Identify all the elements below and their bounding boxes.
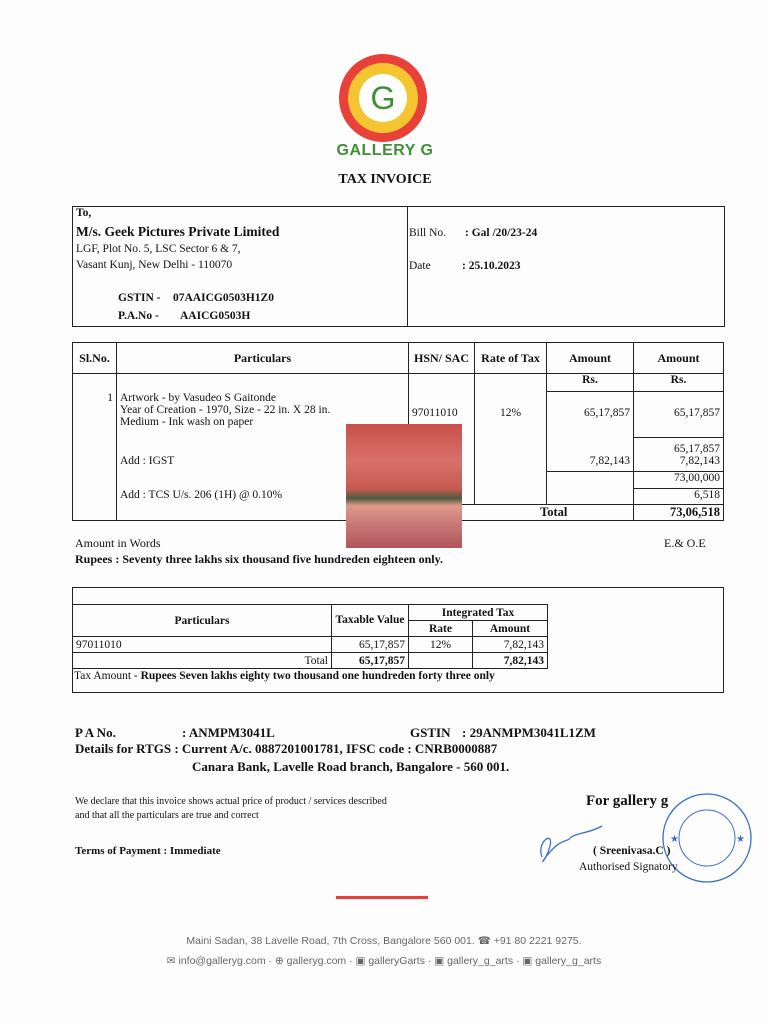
col-header-hsn: HSN/ SAC <box>409 343 475 374</box>
declaration-line1: We declare that this invoice shows actual price of product / services described <box>75 796 387 807</box>
document-title: TAX INVOICE <box>338 172 432 187</box>
tax-total-label: Total <box>73 653 332 669</box>
client-gstin-label: GSTIN - <box>118 292 161 304</box>
col-header-rate: Rate of Tax <box>475 343 547 374</box>
for-gallery-label: For gallery g <box>586 793 669 809</box>
svg-text:★: ★ <box>670 834 679 845</box>
tax-summary-table <box>72 604 548 669</box>
footer-address: Maini Sadan, 38 Lavelle Road, 7th Cross, Bangalore 560 001. ☎ +91 80 2221 9275. <box>186 935 582 947</box>
tax-col-taxable-value: Taxable Value <box>332 605 409 637</box>
tax-row-value: 65,17,857 <box>332 637 409 653</box>
currency-row <box>73 374 724 392</box>
amount-in-words: Rupees : Seventy three lakhs six thousand five hundreden eighteen only. <box>75 552 443 566</box>
bank-details: Canara Bank, Lavelle Road branch, Bangalore - 560 001. <box>192 759 510 774</box>
seller-gstin: : 29ANMPM3041L1ZM <box>462 725 596 740</box>
tax-col-particulars: Particulars <box>73 605 332 637</box>
tax-total-row <box>73 653 548 669</box>
footer-contacts: ✉ info@galleryg.com · ⊕ galleryg.com · ▣ galleryGarts · ▣ gallery_g_arts · ▣ gallery_g_arts <box>166 955 602 967</box>
currency-label: Rs. <box>547 374 634 392</box>
brand-name: GALLERY G <box>336 142 434 159</box>
col-header-amount: Amount <box>547 343 634 374</box>
igst-label: Add : IGST <box>117 455 409 472</box>
client-pan: AAICG0503H <box>180 310 251 322</box>
item-rate: 12% <box>475 392 547 438</box>
col-header-particulars: Particulars <box>117 343 409 374</box>
item-line3: Medium - Ink wash on paper <box>120 415 254 428</box>
after-igst-amount: 73,00,000 <box>634 472 724 489</box>
tax-amount-text: Rupees Seven lakhs eighty two thousand one hundreden forty three only <box>140 670 495 682</box>
currency-label-total: Rs. <box>634 374 724 392</box>
item-amount: 65,17,857 <box>547 392 634 438</box>
tcs-label: Add : TCS U/s. 206 (1H) @ 0.10% <box>117 489 409 505</box>
invoice-date: : 25.10.2023 <box>462 260 521 272</box>
to-label: To, <box>76 207 92 219</box>
seller-gstin-label: GSTIN <box>410 725 451 740</box>
client-pan-label: P.A.No - <box>118 310 159 322</box>
tax-total-value: 65,17,857 <box>332 653 409 669</box>
addressee-divider <box>407 206 408 327</box>
tax-row-hsn: 97011010 <box>73 637 332 653</box>
declaration-line2: and that all the particulars are true and correct <box>75 810 259 821</box>
item-amount-total: 65,17,857 <box>634 392 724 438</box>
tax-row-rate: 12% <box>409 637 473 653</box>
bill-no: : Gal /20/23-24 <box>465 227 538 239</box>
total-label: Total <box>475 505 634 521</box>
tax-col-amount: Amount <box>473 621 548 637</box>
client-name: M/s. Geek Pictures Private Limited <box>76 224 280 239</box>
bill-no-label: Bill No. <box>409 227 447 239</box>
subtotal: 65,17,857 <box>634 438 724 455</box>
tax-amount-words <box>74 670 495 682</box>
signatory-name: ( Sreenivasa.C ) <box>593 845 671 857</box>
item-hsn: 97011010 <box>409 392 475 438</box>
rtgs-details: Details for RTGS : Current A/c. 0887201001781, IFSC code : CNRB0000887 <box>75 741 498 756</box>
col-header-amount-total: Amount <box>634 343 724 374</box>
svg-text:★: ★ <box>736 834 745 845</box>
artwork-image <box>346 424 462 548</box>
signatory-title: Authorised Signatory <box>579 861 678 873</box>
tax-total-amount: 7,82,143 <box>473 653 548 669</box>
date-label: Date <box>409 260 431 272</box>
table-row <box>73 637 548 653</box>
col-header-slno: Sl.No. <box>73 343 117 374</box>
gallery-g-logo <box>335 50 431 146</box>
payment-terms: Terms of Payment : Immediate <box>75 845 221 857</box>
tax-row-amount: 7,82,143 <box>473 637 548 653</box>
tax-header-row <box>73 605 548 621</box>
eoe-label: E.& O.E <box>664 536 706 550</box>
item-line1: Artwork - by Vasudeo S Gaitonde <box>120 391 276 404</box>
client-gstin: 07AAICG0503H1Z0 <box>173 292 274 304</box>
igst-amount: 7,82,143 <box>547 455 634 472</box>
footer-accent-bar <box>336 896 428 899</box>
amount-in-words-label: Amount in Words <box>75 536 161 550</box>
client-address-line1: LGF, Plot No. 5, LSC Sector 6 & 7, <box>76 243 241 255</box>
client-address-line2: Vasant Kunj, New Delhi - 110070 <box>76 259 233 271</box>
tcs-amount: 6,518 <box>634 489 724 505</box>
seller-pan: : ANMPM3041L <box>182 725 275 740</box>
igst-amount-total: 7,82,143 <box>634 455 724 472</box>
svg-text:G: G <box>370 80 396 116</box>
seller-pan-label: P A No. <box>75 725 116 740</box>
item-line2: Year of Creation - 1970, Size - 22 in. X 28 in. <box>120 403 331 416</box>
tax-col-rate: Rate <box>409 621 473 637</box>
grand-total: 73,06,518 <box>634 505 724 521</box>
tax-amount-label: Tax Amount - <box>74 670 138 682</box>
tax-col-integrated-tax: Integrated Tax <box>409 605 548 621</box>
item-sl-no: 1 <box>73 392 117 438</box>
items-header-row <box>73 343 724 374</box>
